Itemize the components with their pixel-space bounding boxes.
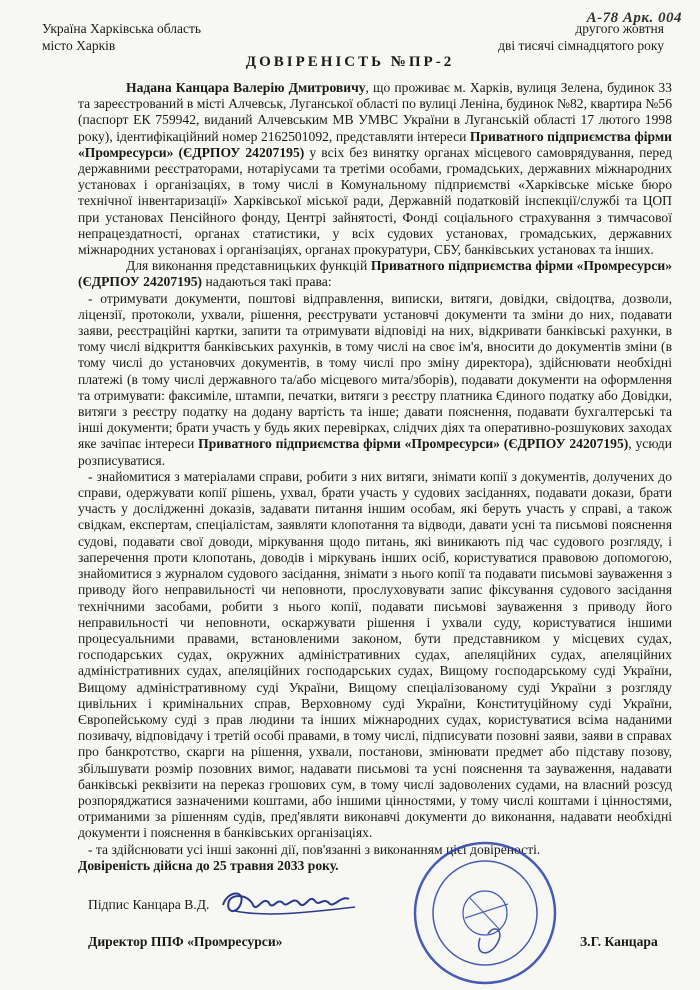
company-seal xyxy=(410,838,560,988)
rights-intro-tail: надаються такі права: xyxy=(202,274,332,290)
rights-documents-tail: , усюди розписуватися. xyxy=(78,436,672,468)
document-title: ДОВІРЕНІСТЬ №ПР-2 xyxy=(245,54,455,70)
issuer-location xyxy=(42,20,201,54)
paragraph-other-actions: - та здійснювати усі інші законні дії, пов'язанні з виконанням цієї довіреності. xyxy=(88,841,541,857)
paragraph-rights-documents xyxy=(78,291,672,469)
firm-name: Приватного підприємства фірми «Промресурси» (ЄДРПОУ 24207195) xyxy=(78,128,672,160)
firm-name: Приватного підприємства фірми «Промресурси» (ЄДРПОУ 24207195) xyxy=(78,258,672,290)
paragraph-rights-courts: - знайомитися з матеріалами справи, робити з них витяги, знімати копії з документів, долучених до справи, одержувати копії рішень, ухвал, брати участь у судових засіданнях, подавати докази, брати участь у дослідженні доказів, задавати питання іншим особам, які беруть участь у справі, а також свідкам, експертам, спеціалістам, заявляти клопотання та відводи, давати усні та письмові пояснення судові, подавати свої доводи, міркування щодо питань, які виникають під час судового розгляду, і заперечення проти клопотань, доводів і міркувань інших осіб, користуватися правовою допомогою, знайомитися з журналом судового засідання, знімати з нього копії та подавати письмові зауваження з приводу його неправильності чи неповноти, прослуховувати запис фіксування судового засідання технічними засобами, робити з нього копії, подавати письмові зауваження з приводу його неправильності чи неповноти, оскаржувати рішення і ухвали суду, користуватися іншими процесуальними правами, встановленими законом, бути представником у місцевих судах, господарських судах, окружних адміністративних судах, апеляційних судах, апеляційних адміністративних судах, апеляційних господарських судах, Вищому господарському суді України, Вищому адміністративному суді України, Вищому спеціалізованому суді України з розгляду цивільних і кримінальних справ, Верховному суді України, Конституційному суді України, Європейському суді з прав людини та інших міжнародних судах, користуватися всіма наданими позивачу, відповідачу і третій особі правами, в тому числі, підписувати позовні заяви, заяви в справах про банкротство, скарги на рішення, ухвали, постанови, змінювати предмет або підставу позову, збільшувати розмір позовних вимог, надавати письмові та усні пояснення та зауваження, надавати банківські реквізити на переказ грошових сум, в тому числі задоволених судами, на власний розсуд розпоряджатися зазначеними коштами, або іншими цінностями, у тому числі коштами і цінностями, отриманими за рішенням судів, пред'являти виконавчі документи до виконання, надавати необхідні документи і пояснення в банківських організаціях. xyxy=(78,468,672,841)
date-line-2: дві тисячі сімнадцятого року xyxy=(498,38,664,53)
issue-date xyxy=(498,20,664,54)
archive-reference: А-78 Арк. 004 xyxy=(586,10,682,26)
grantee-name: Надана Канцара Валерію Дмитровичу xyxy=(126,80,366,95)
rights-documents-text: - отримувати документи, поштові відправлення, виписки, витяги, довідки, свідоцтва, дозволи, ліцензії, протоколи, ухвали, рішення, реєструвати установчі документи та зміни до них, подавати заяви, реєстраційні картки, запити та отримувати відповіді на них, відкривати банківські рахунки, в тому числі відкриття банківських рахунків, в тому числі на своє ім'я, вносити до документів зміни (в тому числі до установчих документів, в тому числі про зміну директора), здійснювати необхідні платежі (в тому числі державного та/або місцевого мита/зборів), подавати документи на оформлення та отримувати: факсиміле, штампи, печатки, витяги з реєстру платника Єдиного податку або Довідки, витяги з реєстру податку на додану вартість та інше; давати пояснення, подавати бухгалтерські та інші документи; брати участь у будь яких перевірках, слідчих діях та оперативно-розшукових заходах яке зачіпає інтереси xyxy=(78,290,672,452)
paragraph-rights-intro xyxy=(78,258,672,290)
grantee-text: , що проживає м. Харків, вулиця Зелена, будинок 33 та зареєстрований в місті Алчевськ, Луганської області по вулиці Леніна, будинок №82, квартира №56 (паспорт ЕК 759942, виданий Алчевським МВ УМВС України в Луганській області 17 лютого 1998 року), ідентифікаційний номер 2162501092, представляти інтереси xyxy=(78,80,672,144)
signature-label: Підпис Канцара В.Д. xyxy=(88,897,210,912)
validity-statement: Довіреність дійсна до 25 травня 2033 року. xyxy=(78,857,339,873)
handwritten-signature xyxy=(215,883,365,923)
region-line: Україна Харківська область xyxy=(42,21,202,36)
paragraph-grantee xyxy=(78,80,672,258)
director-title: Директор ППФ «Промресурси» xyxy=(88,934,283,949)
city-line: місто Харків xyxy=(42,38,116,53)
scope-text: у всіх без винятку органах місцевого самоврядування, перед державними реєстраторами, нотаріусами та третіми особами, громадських, державних міжнародних установах і організаціях, в тому числі в Комунальному підприємстві «Харківське міське бюро технічної інвентаризації» Харківської міської ради, Державній податковій інспекції/службі та ЦОП при установах Пенсійного фонду, Центрі зайнятості, Фонді соціального страхування з тимчасової непрацездатності, органах статистики, у всіх судових установах, громадських, державних міжнародних установах і організаціях, органах прокуратури, СБУ, банківських установах та інших. xyxy=(78,144,672,258)
firm-name: Приватного підприємства фірми «Промресурси» (ЄДРПОУ 24207195) xyxy=(198,436,629,452)
director-name: З.Г. Канцара xyxy=(580,934,658,949)
date-line-1: другого жовтня xyxy=(575,21,664,36)
rights-intro-text: Для виконання представницьких функцій xyxy=(126,258,371,274)
document-body xyxy=(78,80,672,874)
